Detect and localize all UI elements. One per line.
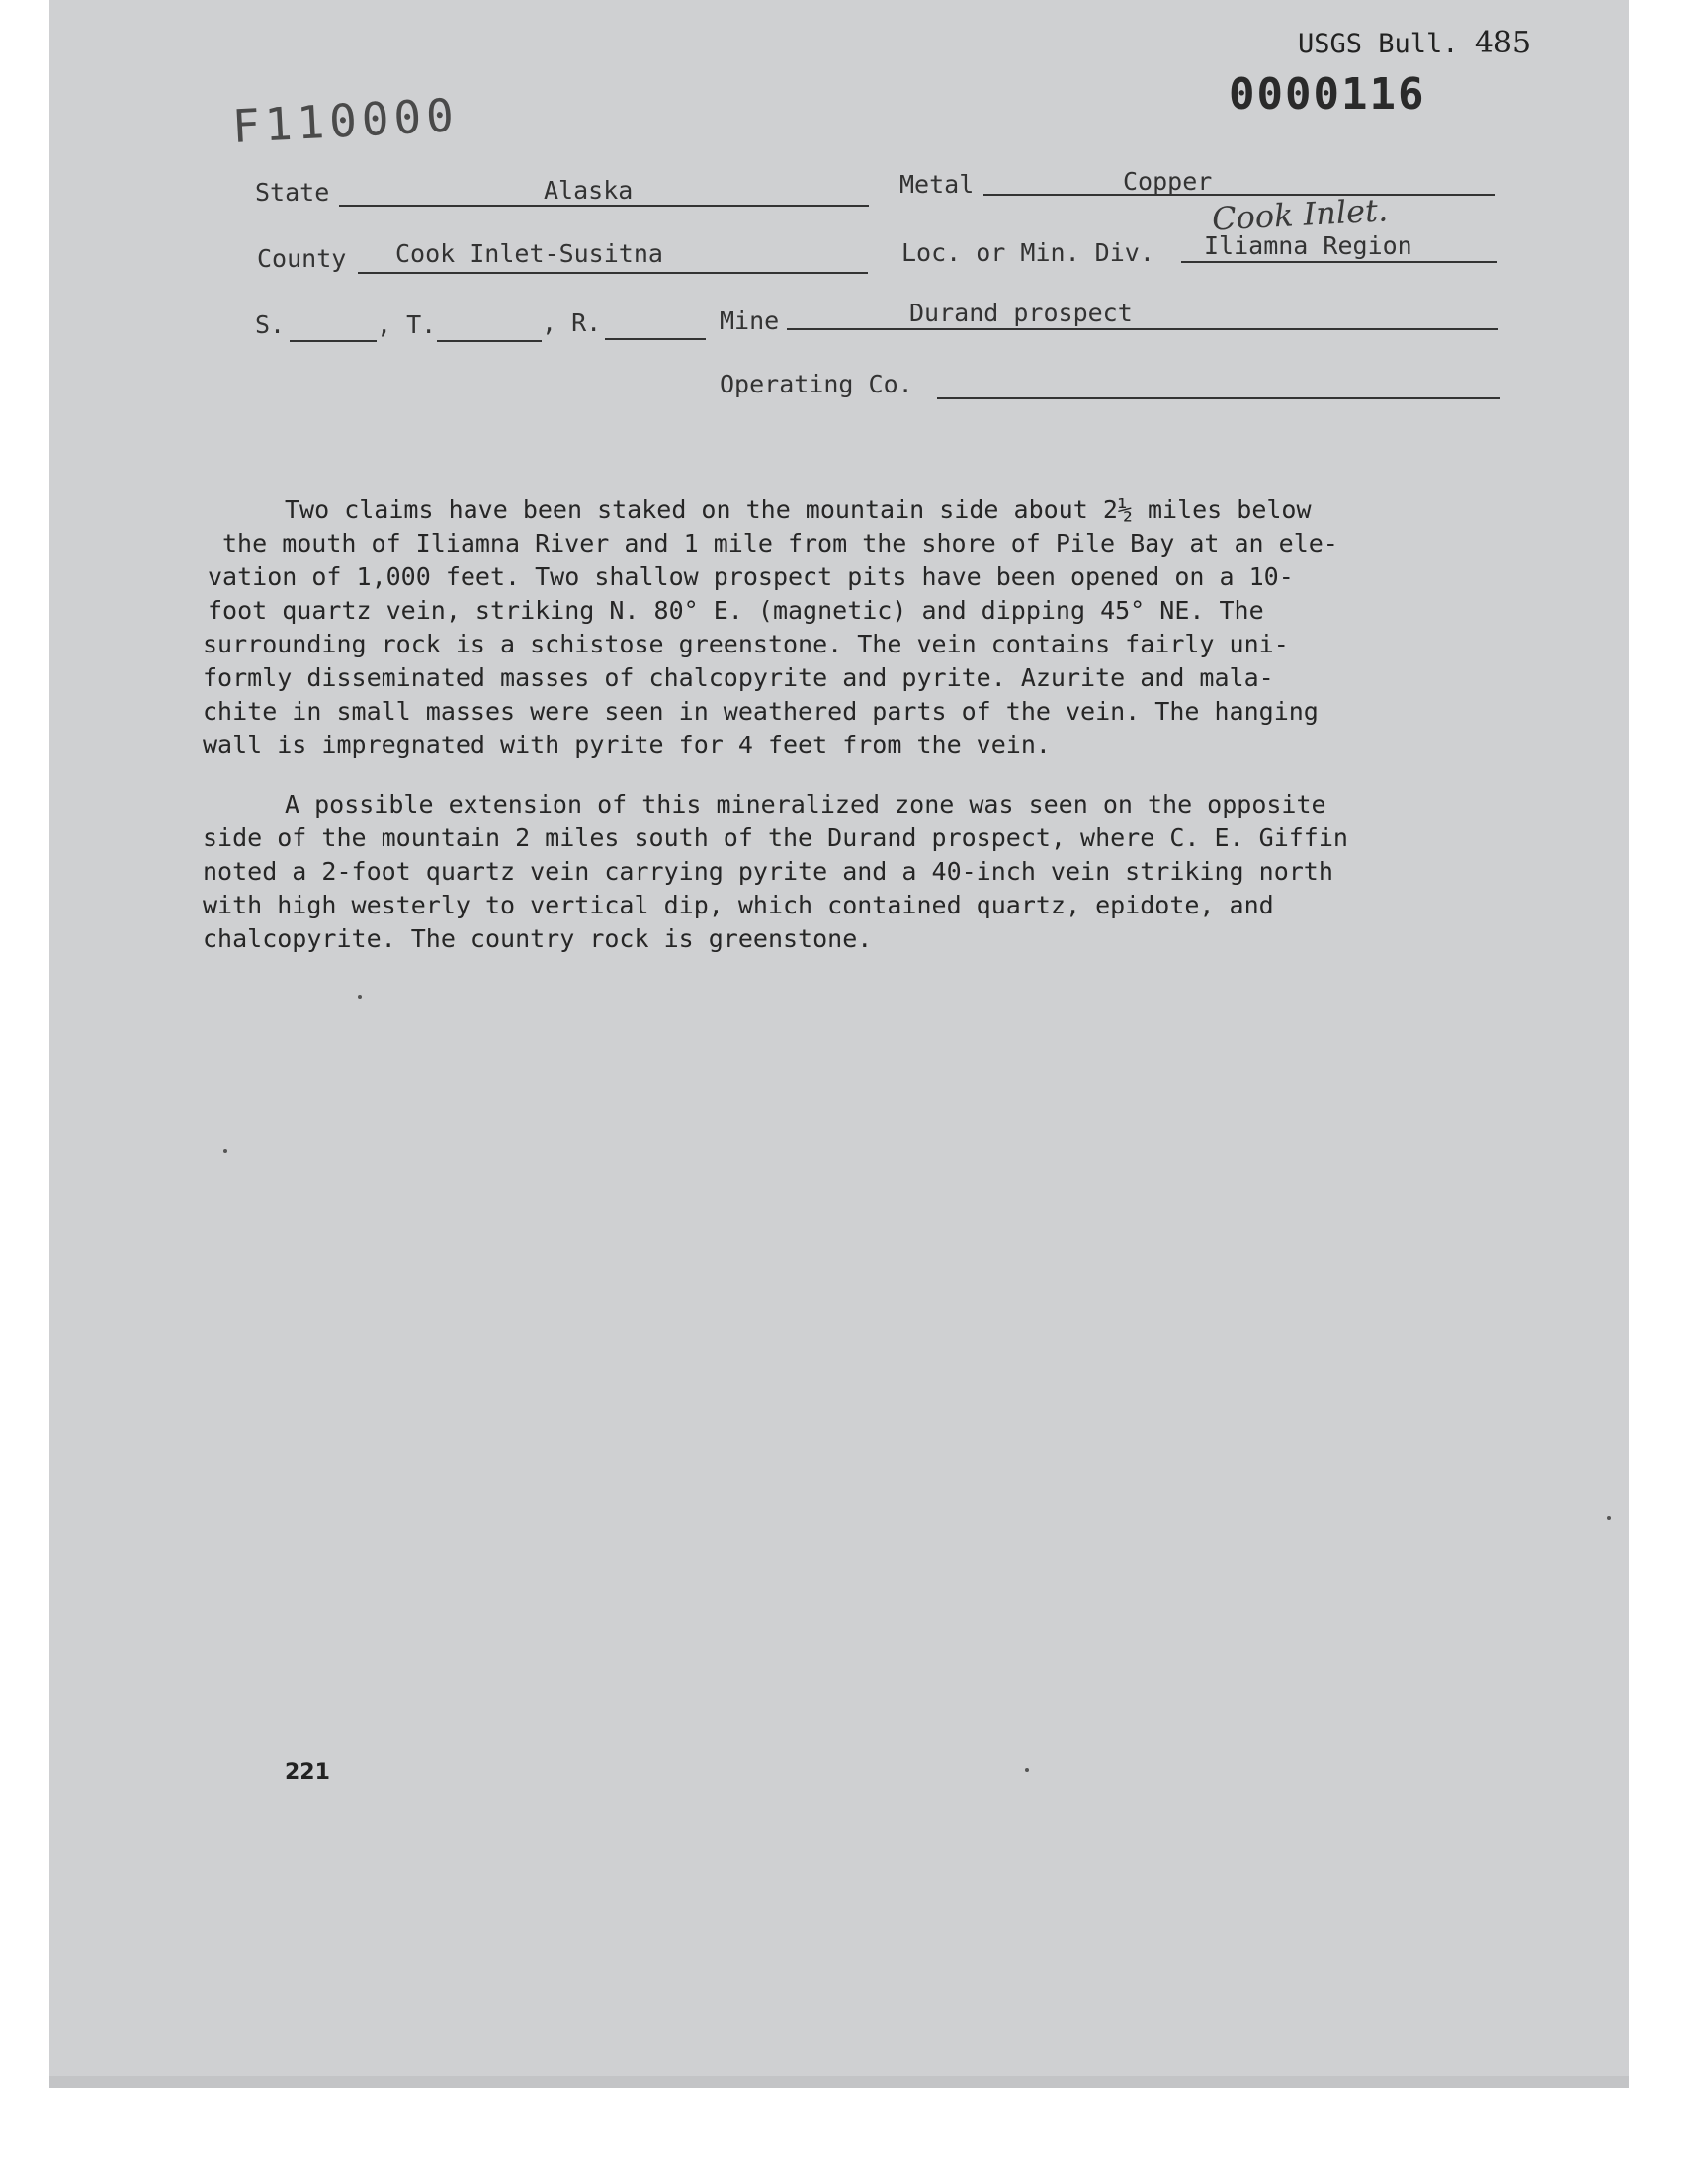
paper-speck xyxy=(358,995,362,999)
metal-label: Metal xyxy=(899,170,975,199)
paragraph-1-line: foot quartz vein, striking N. 80° E. (magnetic) and dipping 45° NE. The xyxy=(208,596,1264,625)
sheet-edge xyxy=(49,2076,1629,2088)
paragraph-1-line: vation of 1,000 feet. Two shallow prospect pits have been opened on a 10- xyxy=(208,563,1294,591)
mine-label: Mine xyxy=(720,306,780,335)
state-value: Alaska xyxy=(544,176,634,205)
operating-co-underline xyxy=(937,397,1500,399)
paragraph-1-line: surrounding rock is a schistose greenstone. The vein contains fairly uni- xyxy=(203,630,1289,658)
paper-speck xyxy=(223,1149,227,1153)
paragraph-2-line: with high westerly to vertical dip, which contained quartz, epidote, and xyxy=(203,891,1274,919)
paragraph-1-line: formly disseminated masses of chalcopyrite and pyrite. Azurite and mala- xyxy=(203,663,1274,692)
section-underline xyxy=(290,340,377,342)
paragraph-2-line: side of the mountain 2 miles south of the Durand prospect, where C. E. Giffin xyxy=(203,824,1348,852)
paragraph-2-line: chalcopyrite. The country rock is greenstone. xyxy=(203,924,873,953)
mine-underline xyxy=(787,328,1498,330)
stamp-number-right: 0000116 xyxy=(1229,69,1426,120)
handwritten-note: Cook Inlet. xyxy=(1211,191,1389,238)
county-label: County xyxy=(257,244,347,273)
county-underline xyxy=(358,272,868,274)
mine-value: Durand prospect xyxy=(909,299,1133,327)
stamp-number-left: F110000 xyxy=(230,88,461,153)
range-underline xyxy=(605,338,706,340)
section-label: S. xyxy=(255,310,286,339)
division-underline xyxy=(1181,261,1497,263)
paragraph-1-line: the mouth of Iliamna River and 1 mile from the shore of Pile Bay at an ele- xyxy=(222,529,1338,558)
paragraph-1 xyxy=(203,493,1488,762)
paper-speck xyxy=(1607,1516,1611,1520)
paragraph-2-line: noted a 2-foot quartz vein carrying pyrite and a 40-inch vein striking north xyxy=(203,857,1333,886)
operating-co-label: Operating Co. xyxy=(720,370,913,398)
paper-speck xyxy=(1025,1768,1029,1772)
range-label: , R. xyxy=(542,308,602,337)
paragraph-2-line: A possible extension of this mineralized zone was seen on the opposite xyxy=(285,790,1326,819)
township-label: , T. xyxy=(377,310,437,339)
paragraph-1-line: Two claims have been staked on the mountain side about 2½ miles below xyxy=(285,495,1312,524)
township-underline xyxy=(437,340,542,342)
paragraph-1-line: chite in small masses were seen in weathered parts of the vein. The hanging xyxy=(203,697,1319,726)
division-value: Iliamna Region xyxy=(1204,231,1412,260)
bulletin-reference-number: 485 xyxy=(1474,26,1532,60)
metal-value: Copper xyxy=(1123,167,1213,196)
county-value: Cook Inlet-Susitna xyxy=(395,239,663,268)
bulletin-reference-prefix: USGS Bull. xyxy=(1298,29,1459,59)
metal-underline xyxy=(983,194,1495,196)
state-label: State xyxy=(255,178,330,207)
bulletin-reference xyxy=(1298,26,1531,60)
paragraph-1-line: wall is impregnated with pyrite for 4 feet from the vein. xyxy=(203,731,1051,759)
page-number: 221 xyxy=(285,1760,330,1784)
paragraph-2 xyxy=(203,788,1488,956)
state-underline xyxy=(339,205,869,207)
division-label: Loc. or Min. Div. xyxy=(901,238,1154,267)
